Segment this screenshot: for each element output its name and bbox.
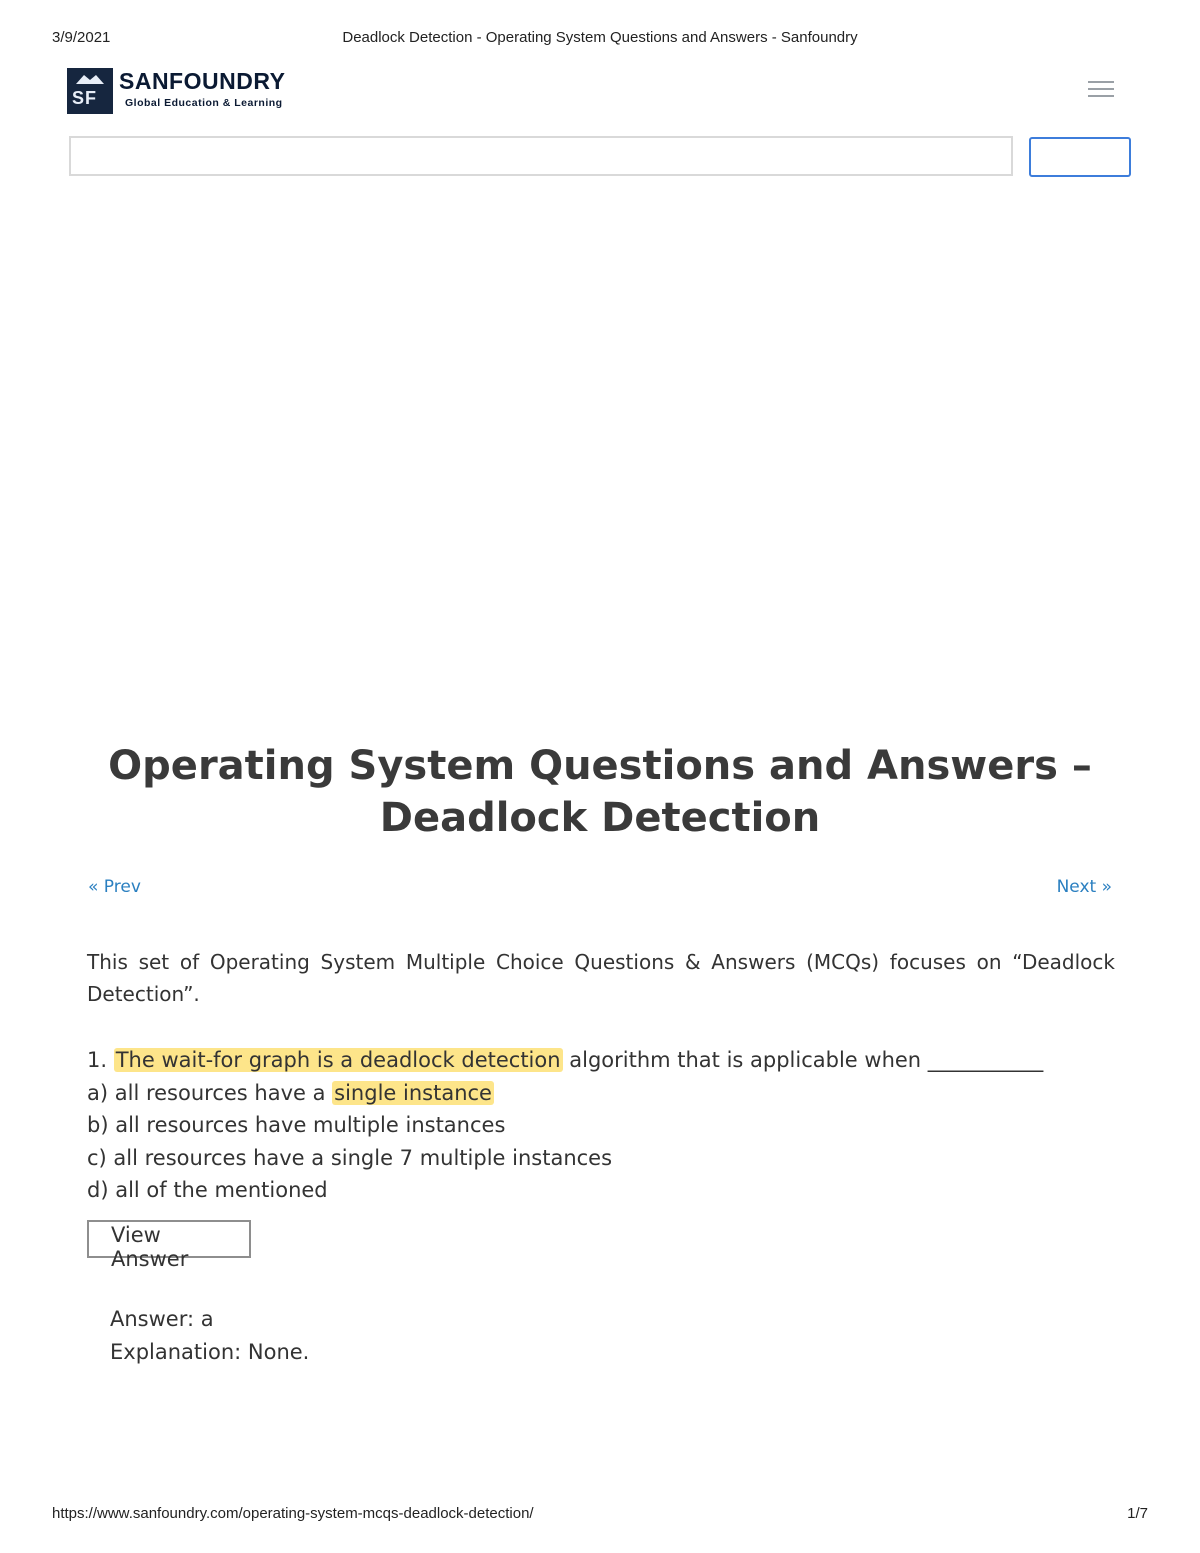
option-b: b) all resources have multiple instances — [87, 1113, 506, 1137]
option-d: d) all of the mentioned — [87, 1178, 328, 1202]
search-button[interactable] — [1029, 137, 1131, 177]
page-title: Operating System Questions and Answers – Deadlock Detection — [108, 743, 1092, 841]
print-footer — [52, 1505, 1148, 1525]
view-answer-button[interactable]: View Answer — [87, 1220, 251, 1258]
book-icon — [75, 73, 105, 85]
question-stem — [87, 1044, 1117, 1077]
logo-mark — [67, 68, 113, 114]
option-c: c) all resources have a single 7 multiple instances — [87, 1145, 613, 1170]
site-logo[interactable] — [67, 68, 327, 114]
search-input[interactable] — [69, 136, 1013, 176]
print-header — [52, 29, 1148, 49]
site-tagline: Global Education & Learning — [125, 97, 283, 109]
page-number: 1/7 — [1127, 1505, 1148, 1522]
option-a-highlight: single instance — [334, 1080, 492, 1105]
next-link[interactable]: Next » — [1056, 877, 1112, 897]
explanation-text: Explanation: None. — [110, 1339, 310, 1364]
logo-mark-text: SF — [72, 88, 98, 108]
question-highlight: The wait-for graph is a deadlock detection — [115, 1048, 561, 1072]
option-a-text: a) all resources have a — [87, 1080, 326, 1105]
print-title: Deadlock Detection - Operating System Questions and Answers - Sanfoundry — [342, 29, 858, 46]
prev-link[interactable]: « Prev — [88, 877, 141, 897]
question-text: algorithm that is applicable when ___________ — [569, 1048, 1044, 1072]
answer-text: Answer: a — [110, 1306, 214, 1331]
page-url: https://www.sanfoundry.com/operating-system-mcqs-deadlock-detection/ — [52, 1505, 534, 1522]
option-a — [87, 1077, 1117, 1110]
hamburger-menu-icon[interactable] — [1088, 81, 1114, 99]
intro-paragraph: This set of Operating System Multiple Choice Questions & Answers (MCQs) focuses on “Deadlock Detection”. — [87, 950, 1115, 1006]
site-name: SANFOUNDRY — [119, 68, 286, 94]
question-1 — [87, 1044, 1117, 1369]
print-date: 3/9/2021 — [52, 29, 111, 46]
question-number: 1. — [87, 1048, 108, 1072]
answer-box — [87, 1303, 1117, 1369]
